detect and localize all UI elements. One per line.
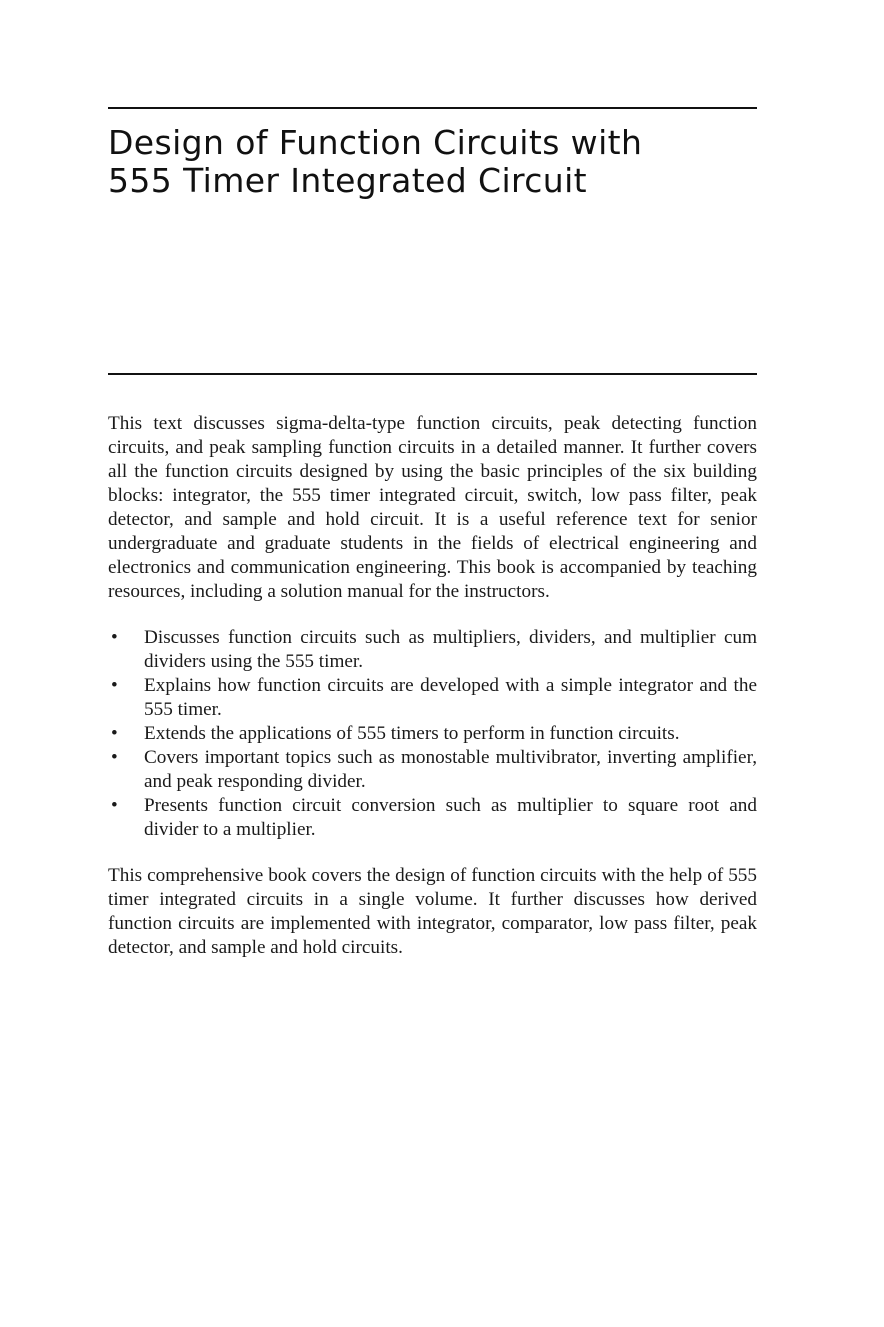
list-item-text: Explains how function circuits are developed with a simple integrator and the 555 timer. — [144, 675, 757, 720]
body-text — [108, 412, 757, 960]
bullet-icon: • — [111, 723, 118, 744]
intro-paragraph: This text discusses sigma-delta-type function circuits, peak detecting function circuits, and peak sampling function circuits in a detailed manner. It further covers all the function circuits designed by using the basic principles of the six building blocks: integrator, the 555 timer integrated circuit, switch, low pass filter, peak detector, and sample and hold circuit. It is a useful reference text for senior undergraduate and graduate students in the fields of electrical engineering and electronics and communication engineering. This book is accompanied by teaching resources, including a solution manual for the instructors. — [108, 413, 757, 602]
list-item — [108, 674, 757, 722]
bullet-icon: • — [111, 627, 118, 648]
list-item-text: Presents function circuit conversion such as multiplier to square root and divider to a multiplier. — [144, 795, 757, 840]
bullet-icon: • — [111, 747, 118, 768]
list-item — [108, 722, 757, 746]
list-item — [108, 794, 757, 842]
page-title — [108, 124, 757, 200]
bullet-list — [108, 626, 757, 842]
list-item — [108, 626, 757, 674]
top-rule — [108, 107, 757, 109]
closing-paragraph: This comprehensive book covers the design of function circuits with the help of 555 timer integrated circuits in a single volume. It further discusses how derived function circuits are implemented with integrator, comparator, low pass filter, peak detector, and sample and hold circuits. — [108, 865, 757, 958]
bottom-rule — [108, 373, 757, 375]
list-item-text: Covers important topics such as monostable multivibrator, inverting amplifier, and peak responding divider. — [144, 747, 757, 792]
bullet-icon: • — [111, 795, 118, 816]
list-item — [108, 746, 757, 794]
title-line-2: 555 Timer Integrated Circuit — [108, 161, 588, 200]
bullet-icon: • — [111, 675, 118, 696]
title-line-1: Design of Function Circuits with — [108, 123, 643, 162]
list-item-text: Extends the applications of 555 timers to perform in function circuits. — [144, 723, 680, 744]
list-item-text: Discusses function circuits such as multipliers, dividers, and multiplier cum dividers using the 555 timer. — [144, 627, 757, 672]
